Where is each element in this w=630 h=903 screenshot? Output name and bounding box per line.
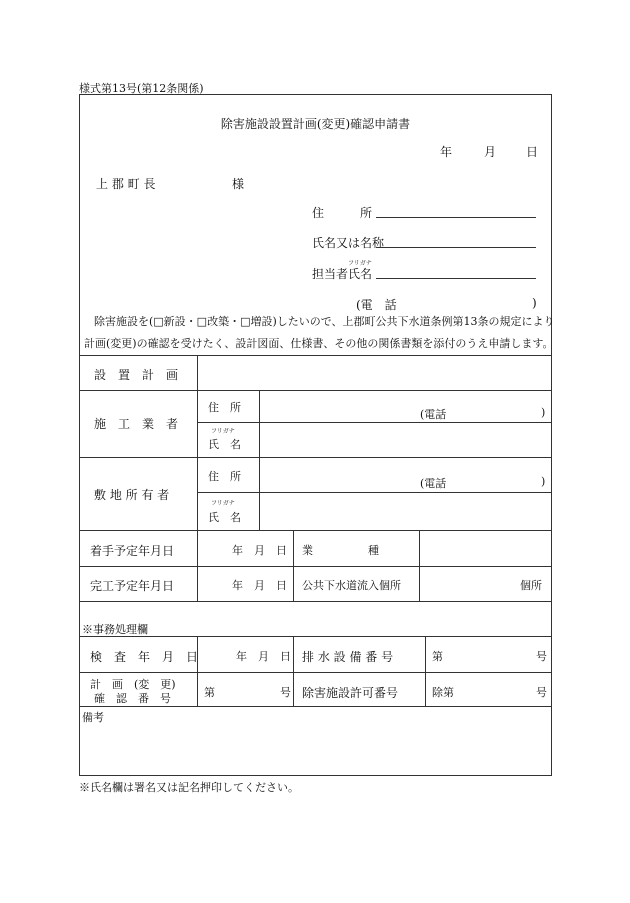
drain-number-dai: 第 [432,650,443,663]
landowner-furigana: フリガナ [211,500,235,507]
start-date-label: 着手予定年月日 [90,544,175,558]
applicant-address-field[interactable] [376,217,536,218]
plan-confirm-go: 号 [280,686,291,699]
permit-number-label: 除害施設許可番号 [302,686,399,700]
drain-number-label: 排 水 設 備 番 号 [302,650,394,664]
permit-number-go: 号 [536,686,547,699]
date-day: 日 [526,145,539,159]
start-date-ymd: 年 月 日 [232,544,287,557]
inspection-date-label: 検 査 年 月 日 [90,650,199,664]
statement-line1: 除害施設を(□新設・□改築・□増設)したいので、上郡町公共下水道条例第13条の規定により [94,315,555,328]
landowner-name-label: 氏 名 [208,511,241,524]
landowner-address-label: 住 所 [208,470,241,483]
contractor-furigana: フリガナ [211,428,235,435]
landowner-phone-label: (電話 [420,477,447,490]
contractor-phone-close: ) [541,406,546,419]
contractor-address-label: 住 所 [208,401,241,414]
contact-furigana: フリガナ [348,260,372,267]
permit-number-jodai: 除第 [432,686,454,699]
row-contractor-label: 施 工 業 者 [94,417,179,431]
statement-line2: 計画(変更)の確認を受けたく、設計図面、仕様書、その他の関係書類を添付のうえ申請します。 [84,337,554,350]
end-date-label: 完工予定年月日 [90,579,175,593]
applicant-name-field[interactable] [376,247,536,248]
row-landowner-label: 敷 地 所 有 者 [94,488,170,502]
addressee-name: 上 郡 町 長 [96,177,156,191]
contractor-phone-label: (電話 [420,408,447,421]
applicant-phone-label: (電 話 [356,298,397,312]
date-month: 月 [484,145,497,159]
remarks-label: 備考 [82,711,104,724]
applicant-name-label: 氏名又は名称 [312,236,385,250]
plan-field[interactable] [198,356,550,389]
plan-confirm-label-2: 確 認 番 号 [94,692,171,705]
applicant-address-label: 住 所 [312,206,373,220]
application-form [79,94,555,776]
plan-confirm-label-1: 計 画 (変 更) [90,678,176,691]
drain-number-go: 号 [536,650,547,663]
form-title: 除害施設設置計画(変更)確認申請書 [220,117,411,131]
date-year: 年 [440,145,453,159]
office-use-header: ※事務処理欄 [82,623,148,636]
contractor-name-label: 氏 名 [208,438,241,451]
end-date-ymd: 年 月 日 [232,579,287,592]
inflow-points-label: 公共下水道流入個所 [302,579,401,592]
form-number: 様式第13号(第12条関係) [79,82,204,95]
applicant-contact-field[interactable] [376,278,536,279]
inspection-date-ymd: 年 月 日 [236,650,291,663]
applicant-phone-close: ) [532,296,537,310]
remarks-field[interactable] [81,723,550,773]
footnote: ※氏名欄は署名又は記名押印してください。 [79,781,299,794]
business-type-label: 業 種 [302,544,379,557]
row-plan-label: 設 置 計 画 [94,368,179,382]
applicant-contact-label: 担当者氏名 [312,267,373,281]
inflow-points-unit: 個所 [520,579,542,592]
addressee-honorific: 様 [232,177,245,191]
plan-confirm-dai: 第 [204,686,215,699]
landowner-phone-close: ) [541,475,546,488]
